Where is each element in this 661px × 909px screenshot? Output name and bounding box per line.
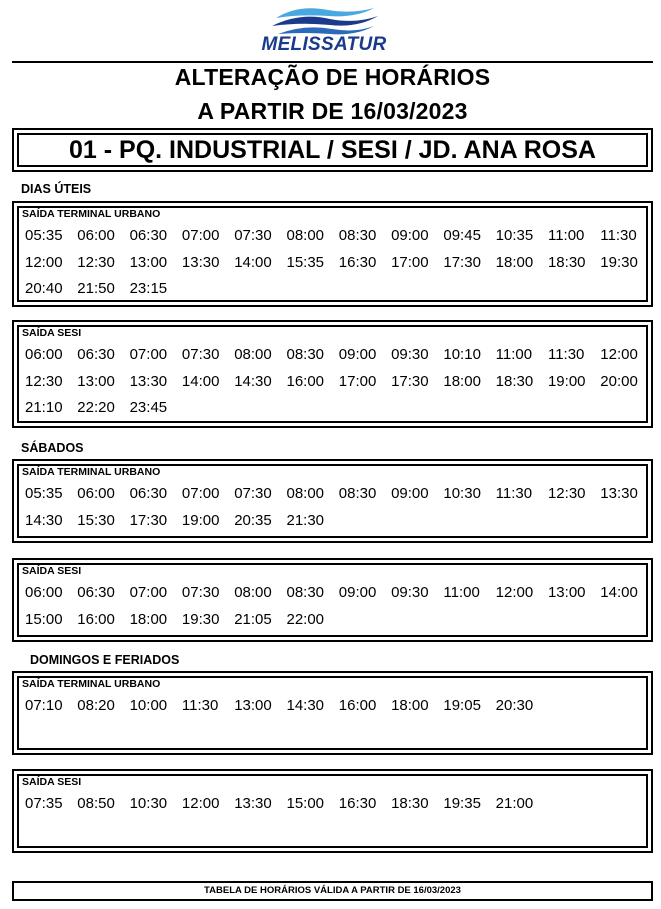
departure-time: 07:30 bbox=[181, 584, 220, 601]
departure-time: 18:30 bbox=[391, 795, 429, 812]
departure-time: 07:30 bbox=[234, 485, 272, 502]
departure-time: 06:00 bbox=[77, 485, 115, 502]
departure-time: 05:35 bbox=[25, 485, 63, 502]
schedule-title: SAÍDA SESI bbox=[22, 565, 82, 577]
departure-time: 12:00 bbox=[181, 795, 220, 812]
departure-time: 08:50 bbox=[77, 795, 115, 812]
header-divider bbox=[12, 61, 653, 63]
times-grid bbox=[25, 483, 655, 536]
departure-time: 14:30 bbox=[286, 697, 325, 714]
departure-time: 19:05 bbox=[443, 697, 481, 714]
departure-time: 07:00 bbox=[181, 227, 220, 244]
section-label-dias-uteis: DIAS ÚTEIS bbox=[21, 182, 92, 196]
departure-time: 20:35 bbox=[234, 511, 272, 529]
departure-time: 12:30 bbox=[25, 372, 63, 390]
departure-time: 18:00 bbox=[495, 253, 534, 271]
departure-time: 06:30 bbox=[129, 485, 168, 502]
schedule-title: SAÍDA TERMINAL URBANO bbox=[22, 208, 161, 220]
departure-time: 08:00 bbox=[286, 485, 325, 502]
departure-time: 19:00 bbox=[547, 372, 586, 390]
departure-time: 14:30 bbox=[234, 372, 272, 390]
departure-time: 14:00 bbox=[234, 253, 272, 271]
departure-time: 21:50 bbox=[77, 280, 115, 297]
departure-time: 06:00 bbox=[25, 584, 63, 601]
times-grid bbox=[25, 225, 655, 305]
times-grid bbox=[25, 582, 655, 635]
departure-time: 07:00 bbox=[129, 584, 168, 601]
route-box bbox=[12, 128, 653, 172]
departure-time: 06:30 bbox=[77, 584, 115, 601]
departure-time: 23:15 bbox=[129, 280, 168, 297]
departure-time: 11:30 bbox=[181, 697, 219, 714]
departure-time: 11:30 bbox=[495, 485, 533, 502]
departure-time: 09:30 bbox=[391, 346, 429, 363]
departure-time: 06:30 bbox=[77, 346, 115, 363]
route-title: 01 - PQ. INDUSTRIAL / SESI / JD. ANA ROSA bbox=[17, 133, 648, 167]
departure-time: 13:00 bbox=[77, 372, 115, 390]
departure-time: 19:35 bbox=[443, 795, 481, 812]
departure-time: 10:35 bbox=[495, 227, 534, 244]
departure-time: 07:00 bbox=[181, 485, 220, 502]
departure-time: 16:30 bbox=[338, 795, 377, 812]
departure-time: 21:30 bbox=[286, 511, 325, 529]
departure-time: 18:00 bbox=[443, 372, 481, 390]
departure-time: 18:30 bbox=[547, 253, 586, 271]
departure-time: 19:30 bbox=[181, 610, 220, 628]
departure-time: 21:10 bbox=[25, 399, 63, 416]
page-title-line2: A PARTIR DE 16/03/2023 bbox=[197, 98, 468, 124]
departure-time: 22:00 bbox=[286, 610, 325, 628]
section-label-domingos: DOMINGOS E FERIADOS bbox=[30, 653, 180, 667]
departure-time: 17:30 bbox=[443, 253, 481, 271]
departure-time: 21:05 bbox=[234, 610, 272, 628]
departure-time: 09:00 bbox=[391, 227, 429, 244]
departure-time: 09:30 bbox=[391, 584, 429, 601]
departure-time: 11:00 bbox=[547, 227, 585, 244]
departure-time: 13:00 bbox=[234, 697, 272, 714]
departure-time: 06:30 bbox=[129, 227, 168, 244]
footer-validity-note: TABELA DE HORÁRIOS VÁLIDA A PARTIR DE 16/03/2023 bbox=[12, 881, 653, 901]
schedule-box-domingos-sesi bbox=[12, 769, 653, 853]
departure-time: 07:35 bbox=[25, 795, 63, 812]
melissatur-logo bbox=[258, 4, 390, 58]
departure-time: 09:00 bbox=[338, 584, 377, 601]
departure-time: 07:00 bbox=[129, 346, 168, 363]
departure-time: 19:00 bbox=[181, 511, 220, 529]
departure-time: 07:30 bbox=[181, 346, 220, 363]
schedule-box-sabados-terminal bbox=[12, 459, 653, 543]
departure-time: 08:30 bbox=[338, 485, 377, 502]
departure-time: 08:20 bbox=[77, 697, 115, 714]
departure-time: 17:00 bbox=[391, 253, 429, 271]
schedule-box-sabados-sesi bbox=[12, 558, 653, 642]
section-label-sabados: SÁBADOS bbox=[21, 441, 84, 455]
departure-time: 08:30 bbox=[286, 584, 325, 601]
departure-time: 20:00 bbox=[600, 372, 638, 390]
departure-time: 17:30 bbox=[391, 372, 429, 390]
schedule-box-dias-uteis-terminal bbox=[12, 201, 653, 307]
departure-time: 13:30 bbox=[129, 372, 168, 390]
departure-time: 07:30 bbox=[234, 227, 272, 244]
departure-time: 15:30 bbox=[77, 511, 115, 529]
departure-time: 16:00 bbox=[338, 697, 377, 714]
schedule-title: SAÍDA SESI bbox=[22, 776, 82, 788]
times-grid bbox=[25, 793, 655, 820]
departure-time: 13:00 bbox=[129, 253, 168, 271]
departure-time: 19:30 bbox=[600, 253, 638, 271]
departure-time: 20:30 bbox=[495, 697, 534, 714]
times-grid bbox=[25, 344, 655, 424]
departure-time: 18:30 bbox=[495, 372, 534, 390]
times-grid bbox=[25, 695, 655, 722]
wave-logo-icon bbox=[268, 4, 380, 38]
departure-time: 18:00 bbox=[129, 610, 168, 628]
departure-time: 13:30 bbox=[181, 253, 220, 271]
departure-time: 05:35 bbox=[25, 227, 63, 244]
departure-time: 16:30 bbox=[338, 253, 377, 271]
departure-time: 21:00 bbox=[495, 795, 534, 812]
departure-time: 12:00 bbox=[25, 253, 63, 271]
schedule-title: SAÍDA SESI bbox=[22, 327, 82, 339]
departure-time: 16:00 bbox=[77, 610, 115, 628]
departure-time: 06:00 bbox=[77, 227, 115, 244]
departure-time: 14:00 bbox=[600, 584, 638, 601]
departure-time: 10:30 bbox=[129, 795, 168, 812]
departure-time: 13:30 bbox=[234, 795, 272, 812]
departure-time: 16:00 bbox=[286, 372, 325, 390]
departure-time: 13:00 bbox=[547, 584, 586, 601]
departure-time: 08:30 bbox=[338, 227, 377, 244]
departure-time: 14:00 bbox=[181, 372, 220, 390]
departure-time: 06:00 bbox=[25, 346, 63, 363]
departure-time: 22:20 bbox=[77, 399, 115, 416]
schedule-box-dias-uteis-sesi bbox=[12, 320, 653, 428]
departure-time: 13:30 bbox=[600, 485, 638, 502]
departure-time: 15:35 bbox=[286, 253, 325, 271]
schedule-title: SAÍDA TERMINAL URBANO bbox=[22, 678, 161, 690]
departure-time: 17:00 bbox=[338, 372, 377, 390]
departure-time: 07:10 bbox=[25, 697, 63, 714]
departure-time: 12:30 bbox=[77, 253, 115, 271]
departure-time: 09:00 bbox=[391, 485, 429, 502]
departure-time: 11:00 bbox=[443, 584, 480, 601]
departure-time: 08:00 bbox=[286, 227, 325, 244]
departure-time: 08:00 bbox=[234, 584, 272, 601]
departure-time: 11:30 bbox=[547, 346, 585, 363]
departure-time: 10:10 bbox=[443, 346, 481, 363]
logo-text: MELISSATUR bbox=[261, 34, 387, 55]
departure-time: 18:00 bbox=[391, 697, 429, 714]
departure-time: 12:00 bbox=[495, 584, 534, 601]
schedule-box-domingos-terminal bbox=[12, 671, 653, 755]
departure-time: 09:45 bbox=[443, 227, 481, 244]
departure-time: 20:40 bbox=[25, 280, 63, 297]
departure-time: 15:00 bbox=[25, 610, 63, 628]
departure-time: 11:30 bbox=[600, 227, 637, 244]
departure-time: 08:00 bbox=[234, 346, 272, 363]
departure-time: 09:00 bbox=[338, 346, 377, 363]
departure-time: 11:00 bbox=[495, 346, 533, 363]
departure-time: 10:30 bbox=[443, 485, 481, 502]
departure-time: 10:00 bbox=[129, 697, 168, 714]
departure-time: 08:30 bbox=[286, 346, 325, 363]
page-title-line1: ALTERAÇÃO DE HORÁRIOS bbox=[174, 64, 491, 90]
departure-time: 23:45 bbox=[129, 399, 168, 416]
departure-time: 14:30 bbox=[25, 511, 63, 529]
departure-time: 15:00 bbox=[286, 795, 325, 812]
departure-time: 17:30 bbox=[129, 511, 168, 529]
schedule-title: SAÍDA TERMINAL URBANO bbox=[22, 466, 161, 478]
departure-time: 12:00 bbox=[600, 346, 638, 363]
departure-time: 12:30 bbox=[547, 485, 586, 502]
